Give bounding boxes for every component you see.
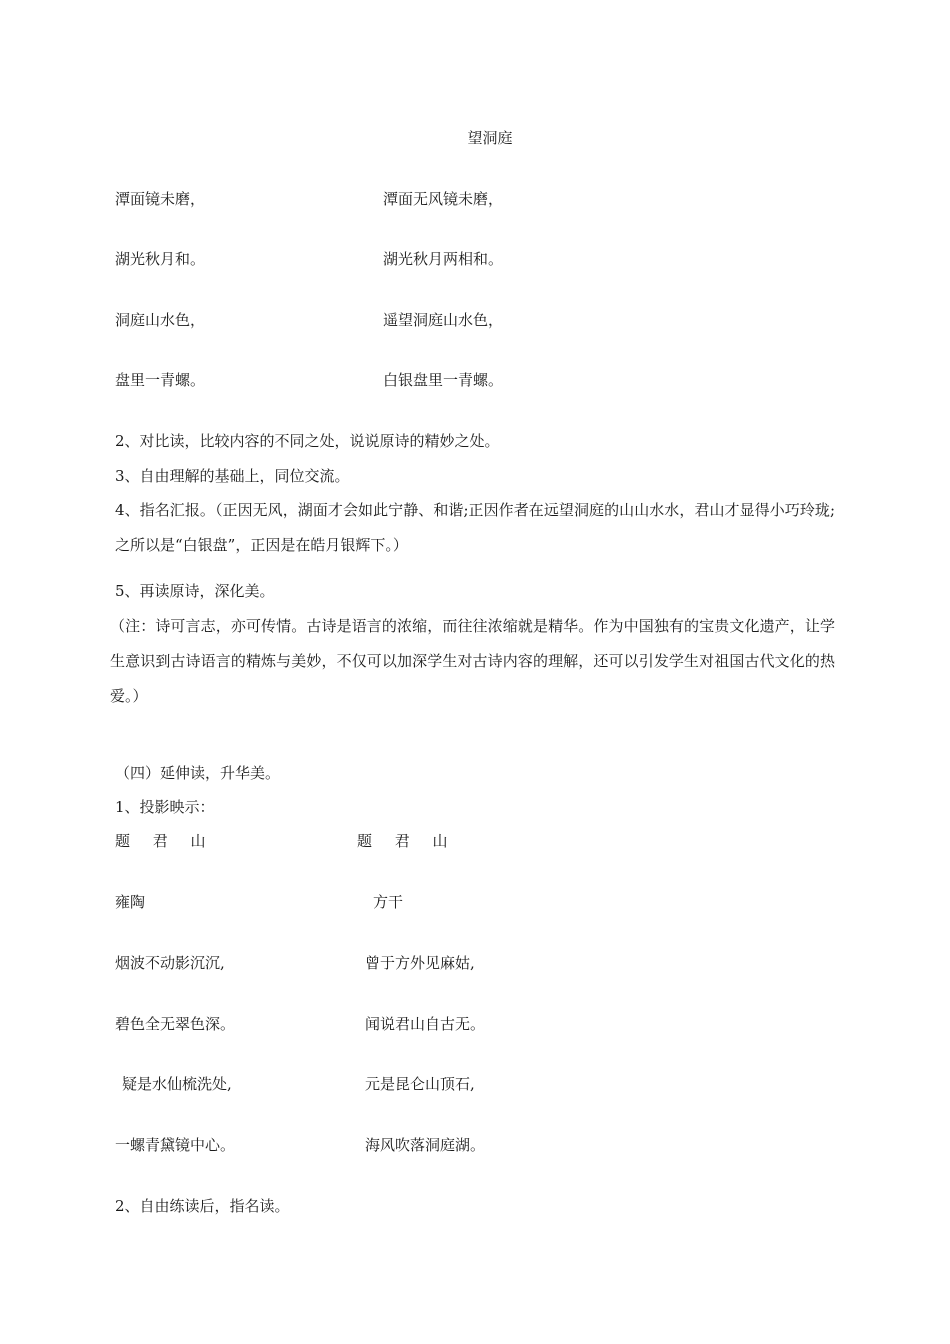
poem-line-right: 曾于方外见麻姑, [365, 954, 475, 972]
poem-line-right: 白银盘里一青螺。 [383, 371, 504, 389]
poem-line-left: 潭面镜未磨， [115, 190, 206, 208]
poem-author-left: 雍陶 [115, 893, 146, 911]
poem-line-left: 洞庭山水色， [115, 311, 206, 329]
step-2: 2、对比读，比较内容的不同之处，说说原诗的精妙之处。 [115, 432, 500, 450]
poem-line-right: 潭面无风镜未磨， [383, 190, 504, 208]
poem-line-right: 海风吹落洞庭湖。 [365, 1136, 486, 1154]
section-heading: （四）延伸读，升华美。 [115, 764, 281, 782]
step-5: 5、再读原诗，深化美。 [115, 582, 275, 600]
poem-line-right: 湖光秋月两相和。 [383, 250, 504, 268]
poem-line-right: 元是昆仑山顶石, [365, 1075, 475, 1093]
step-4: 4、指名汇报。（正因无风，湖面才会如此宁静、和谐;正因作者在远望洞庭的山山水水，君山才显得小巧玲珑;之所以是“白银盘”，正因是在皓月银辉下。） [115, 501, 835, 554]
poem-line-left: 一螺青黛镜中心。 [115, 1136, 236, 1154]
poem-line-left: 碧色全无翠色深。 [115, 1015, 236, 1033]
poem-line-right: 遥望洞庭山水色， [383, 311, 504, 329]
poem-author-right: 方干 [373, 893, 404, 911]
poem-line-left: 湖光秋月和。 [115, 250, 206, 268]
poem-title: 望洞庭 [467, 129, 513, 147]
poem-title-right: 题 君 山 [357, 832, 457, 850]
poem-line-left: 盘里一青螺。 [115, 371, 206, 389]
poem-line-left: 烟波不动影沉沉, [115, 954, 225, 972]
item-1: 1、投影映示： [115, 798, 215, 816]
poem-line-right: 闻说君山自古无。 [365, 1015, 486, 1033]
poem-line-left: 疑是水仙梳洗处, [122, 1075, 232, 1093]
step-3: 3、自由理解的基础上，同位交流。 [115, 467, 350, 485]
note-paragraph: （注：诗可言志，亦可传情。古诗是语言的浓缩，而往往浓缩就是精华。作为中国独有的宝贵文化遗产，让学生意识到古诗语言的精炼与美妙，不仅可以加深学生对古诗内容的理解，还可以引发学生对祖国古代文化的热爱。） [110, 617, 835, 705]
poem-title-left: 题 君 山 [115, 832, 215, 850]
item-2: 2、自由练读后，指名读。 [115, 1197, 290, 1215]
